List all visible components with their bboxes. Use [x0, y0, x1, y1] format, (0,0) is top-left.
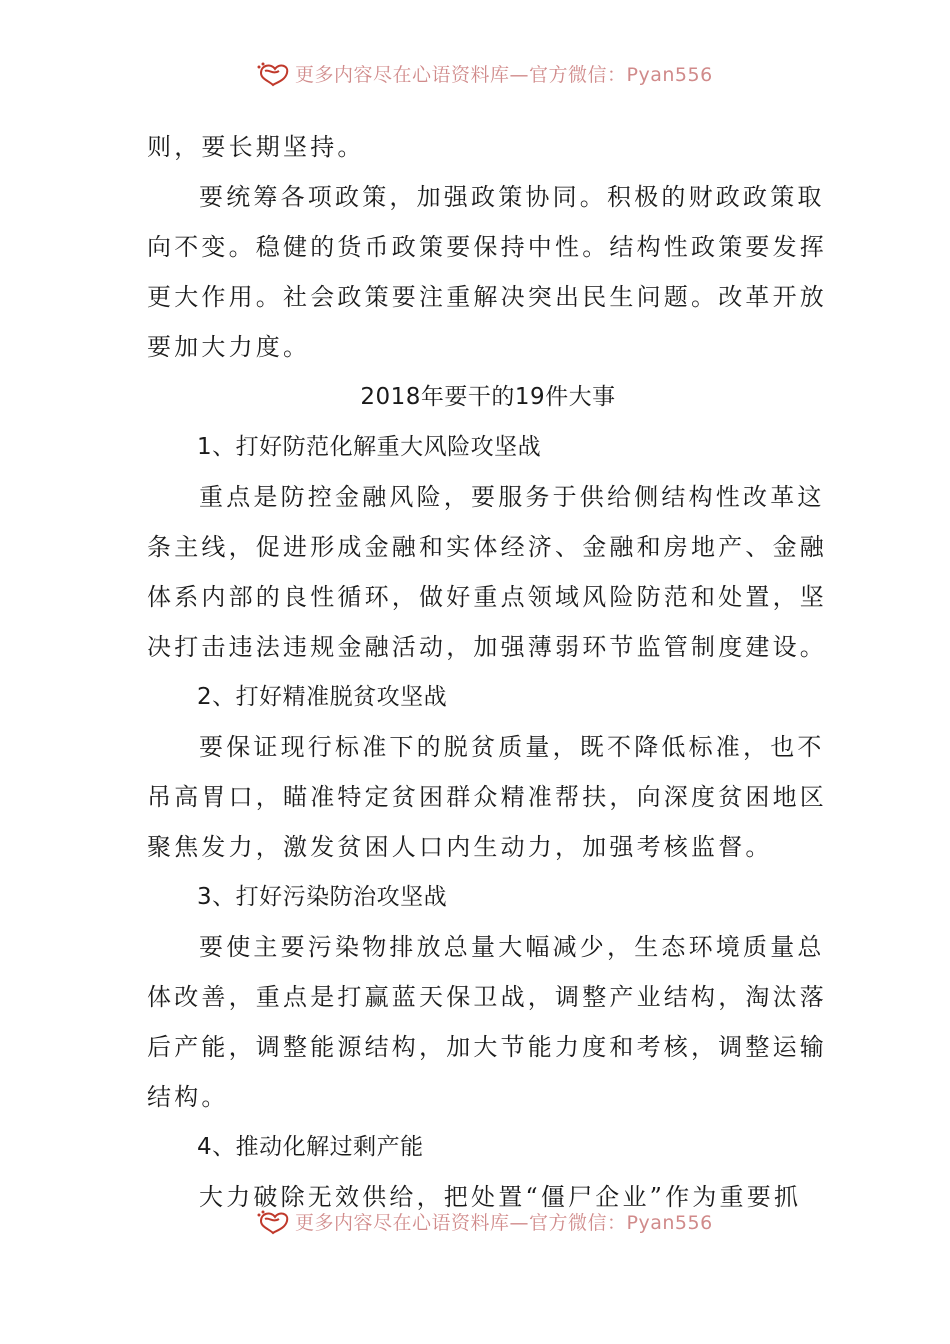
watermark-logo-icon — [255, 59, 291, 87]
paragraph-line: 吊高胃口，瞄准特定贫困群众精准帮扶，向深度贫困地区 — [147, 783, 827, 811]
paragraph-line: 决打击违法违规金融活动，加强薄弱环节监管制度建设。 — [147, 633, 827, 661]
paragraph-line: 大力破除无效供给，把处置“僵尸企业”作为重要抓 — [199, 1183, 802, 1211]
intro-line: 则，要长期坚持。 — [147, 133, 365, 161]
watermark-logo-icon — [255, 1207, 291, 1235]
paragraph-line: 更大作用。社会政策要注重解决突出民生问题。改革开放 — [147, 283, 827, 311]
paragraph-line: 重点是防控金融风险，要服务于供给侧结构性改革这 — [199, 483, 825, 511]
paragraph-line: 后产能，调整能源结构，加大节能力度和考核，调整运输 — [147, 1033, 827, 1061]
paragraph-line: 要加大力度。 — [147, 333, 311, 361]
item-heading: 4、推动化解过剩产能 — [197, 1134, 424, 1160]
paragraph-line: 聚焦发力，激发贫困人口内生动力，加强考核监督。 — [147, 833, 773, 861]
paragraph-line: 要统筹各项政策，加强政策协同。积极的财政政策取 — [199, 183, 825, 211]
item-heading: 3、打好污染防治攻坚战 — [197, 884, 448, 910]
paragraph-line: 结构。 — [147, 1083, 229, 1111]
item-heading: 2、打好精准脱贫攻坚战 — [197, 684, 448, 710]
document-body — [147, 122, 827, 1222]
paragraph-line: 要使主要污染物排放总量大幅减少，生态环境质量总 — [199, 933, 825, 961]
watermark-text: 更多内容尽在心语资料库—官方微信：Pyan556 — [295, 1211, 713, 1234]
section-title: 2018年要干的19件大事 — [360, 384, 616, 410]
paragraph-line: 体系内部的良性循环，做好重点领域风险防范和处置，坚 — [147, 583, 827, 611]
paragraph-line: 向不变。稳健的货币政策要保持中性。结构性政策要发挥 — [147, 233, 827, 261]
item-heading: 1、打好防范化解重大风险攻坚战 — [197, 434, 542, 460]
watermark-text: 更多内容尽在心语资料库—官方微信：Pyan556 — [295, 63, 713, 86]
paragraph-line: 要保证现行标准下的脱贫质量，既不降低标准，也不 — [199, 733, 825, 761]
watermark-header — [255, 58, 775, 88]
watermark-footer — [255, 1206, 775, 1236]
paragraph-line: 条主线，促进形成金融和实体经济、金融和房地产、金融 — [147, 533, 827, 561]
paragraph-line: 体改善，重点是打赢蓝天保卫战，调整产业结构，淘汰落 — [147, 983, 827, 1011]
